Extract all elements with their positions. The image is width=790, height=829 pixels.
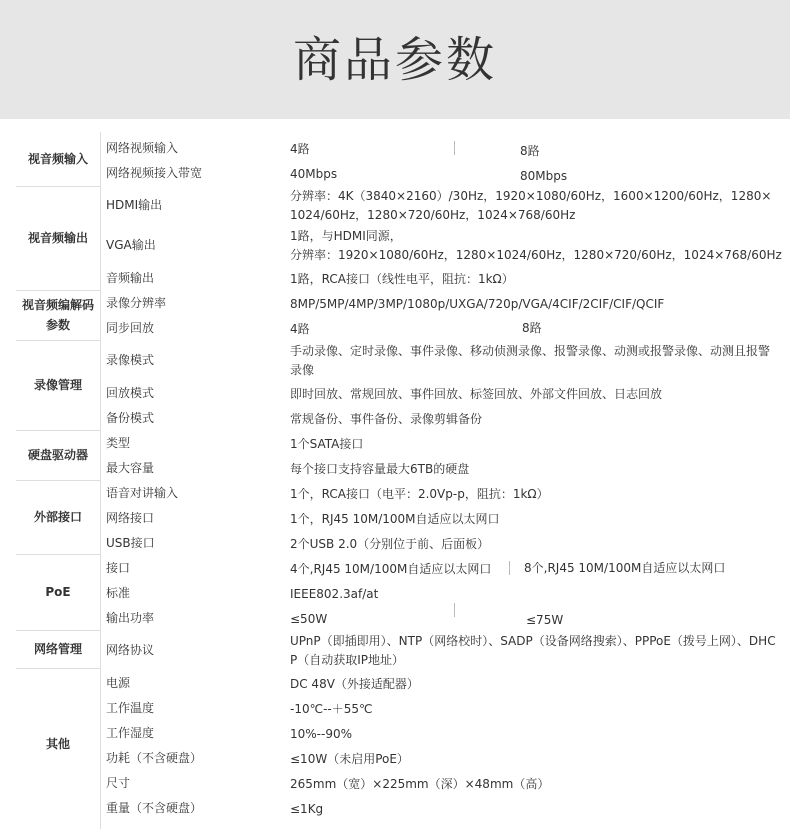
param-value: 8MP/5MP/4MP/3MP/1080p/UXGA/720p/VGA/4CIF/2CIF/CIF/QCIF (290, 297, 665, 311)
param-value: ≤10W（未启用PoE） (290, 752, 409, 766)
param-value: 每个接口支持容量最大6TB的硬盘 (290, 462, 470, 476)
param-label: 接口 (106, 561, 131, 575)
param-label: 最大容量 (106, 461, 155, 475)
param-value: 手动录像、定时录像、事件录像、移动侦测录像、报警录像、动测或报警录像、动测且报警录像 (290, 344, 771, 377)
category-video-audio-output: 视音频输出 (27, 231, 88, 245)
param-value: 1路，与HDMI同源， (290, 229, 402, 243)
page-title: 商品参数 (292, 32, 497, 88)
column-divider (454, 603, 455, 617)
category-column (16, 132, 101, 829)
param-label: 备份模式 (106, 411, 155, 425)
param-value-alt: 8路 (520, 144, 540, 158)
param-value: ≤50W (290, 612, 328, 626)
param-value: 40Mbps (290, 167, 338, 181)
param-label: 回放模式 (106, 386, 155, 400)
param-label: 尺寸 (106, 776, 131, 790)
param-label: USB接口 (106, 536, 155, 550)
param-value-alt: 8路 (522, 321, 542, 335)
param-label: VGA输出 (106, 238, 156, 252)
category-network-management: 网络管理 (33, 642, 82, 656)
param-label: 网络视频接入带宽 (106, 166, 203, 180)
param-label: 工作湿度 (106, 726, 155, 740)
param-label: 录像模式 (106, 353, 155, 367)
param-value: 1个SATA接口 (290, 437, 364, 451)
param-value: 265mm（宽）×225mm（深）×48mm（高） (290, 777, 550, 791)
column-divider (509, 561, 510, 575)
param-label: 录像分辨率 (106, 296, 167, 310)
param-value: IEEE802.3af/at (290, 587, 379, 601)
param-label: 工作温度 (106, 701, 155, 715)
param-value: 分辨率：4K（3840×2160）/30Hz，1920×1080/60Hz，1600×1200/60Hz，1280×1024/60Hz，1280×720/60Hz，1024×768/60Hz (290, 189, 772, 222)
spec-table (16, 132, 790, 829)
param-value-alt: ≤75W (526, 613, 564, 627)
param-value: 1路，RCA接口（线性电平，阻抗：1kΩ） (290, 272, 514, 286)
param-value-alt: 80Mbps (520, 169, 568, 183)
param-value-line2: 分辨率：1920×1080/60Hz，1280×1024/60Hz，1280×720/60Hz，1024×768/60Hz (290, 248, 782, 262)
param-label: 网络视频输入 (106, 141, 179, 155)
param-label: HDMI输出 (106, 198, 163, 212)
param-label: 功耗（不含硬盘） (106, 751, 203, 765)
category-codec-params: 视音频编解码参数 (21, 298, 94, 332)
param-label: 网络协议 (106, 643, 155, 657)
param-value: 1个，RJ45 10M/100M自适应以太网口 (290, 512, 500, 526)
param-value: 常规备份、事件备份、录像剪辑备份 (290, 412, 483, 426)
param-label: 类型 (106, 436, 131, 450)
param-value: 10%--90% (290, 727, 353, 741)
param-label: 标准 (106, 586, 131, 600)
param-value-alt: 8个,RJ45 10M/100M自适应以太网口 (524, 561, 726, 575)
column-divider (454, 141, 455, 155)
category-recording-management: 录像管理 (33, 378, 82, 392)
param-label: 电源 (106, 676, 131, 690)
param-value: DC 48V（外接适配器） (290, 677, 419, 691)
param-value: 即时回放、常规回放、事件回放、标签回放、外部文件回放、日志回放 (290, 387, 663, 401)
category-hard-drive: 硬盘驱动器 (27, 448, 88, 462)
param-value: UPnP（即插即用）、NTP（网络校时）、SADP（设备网络搜索）、PPPoE（拨号上网）、DHCP（自动获取IP地址） (290, 634, 776, 667)
param-label: 重量（不含硬盘） (106, 801, 203, 815)
param-label: 语音对讲输入 (106, 486, 179, 500)
param-value: 4路 (290, 322, 310, 336)
param-label: 音频输出 (106, 271, 155, 285)
category-other: 其他 (45, 737, 70, 751)
param-value: ≤1Kg (290, 802, 324, 816)
param-label: 同步回放 (106, 321, 155, 335)
header-banner (0, 0, 790, 119)
param-value: 2个USB 2.0（分别位于前、后面板） (290, 537, 490, 551)
category-video-audio-input: 视音频输入 (27, 152, 88, 166)
param-value: 4路 (290, 142, 310, 156)
param-value: -10℃--＋55℃ (290, 702, 373, 716)
category-external-interfaces: 外部接口 (33, 510, 82, 524)
param-label: 网络接口 (106, 511, 155, 525)
param-label: 输出功率 (106, 611, 155, 625)
param-value: 1个，RCA接口（电平：2.0Vp-p，阻抗：1kΩ） (290, 487, 549, 501)
category-poe: PoE (45, 585, 71, 599)
param-value: 4个,RJ45 10M/100M自适应以太网口 (290, 562, 492, 576)
